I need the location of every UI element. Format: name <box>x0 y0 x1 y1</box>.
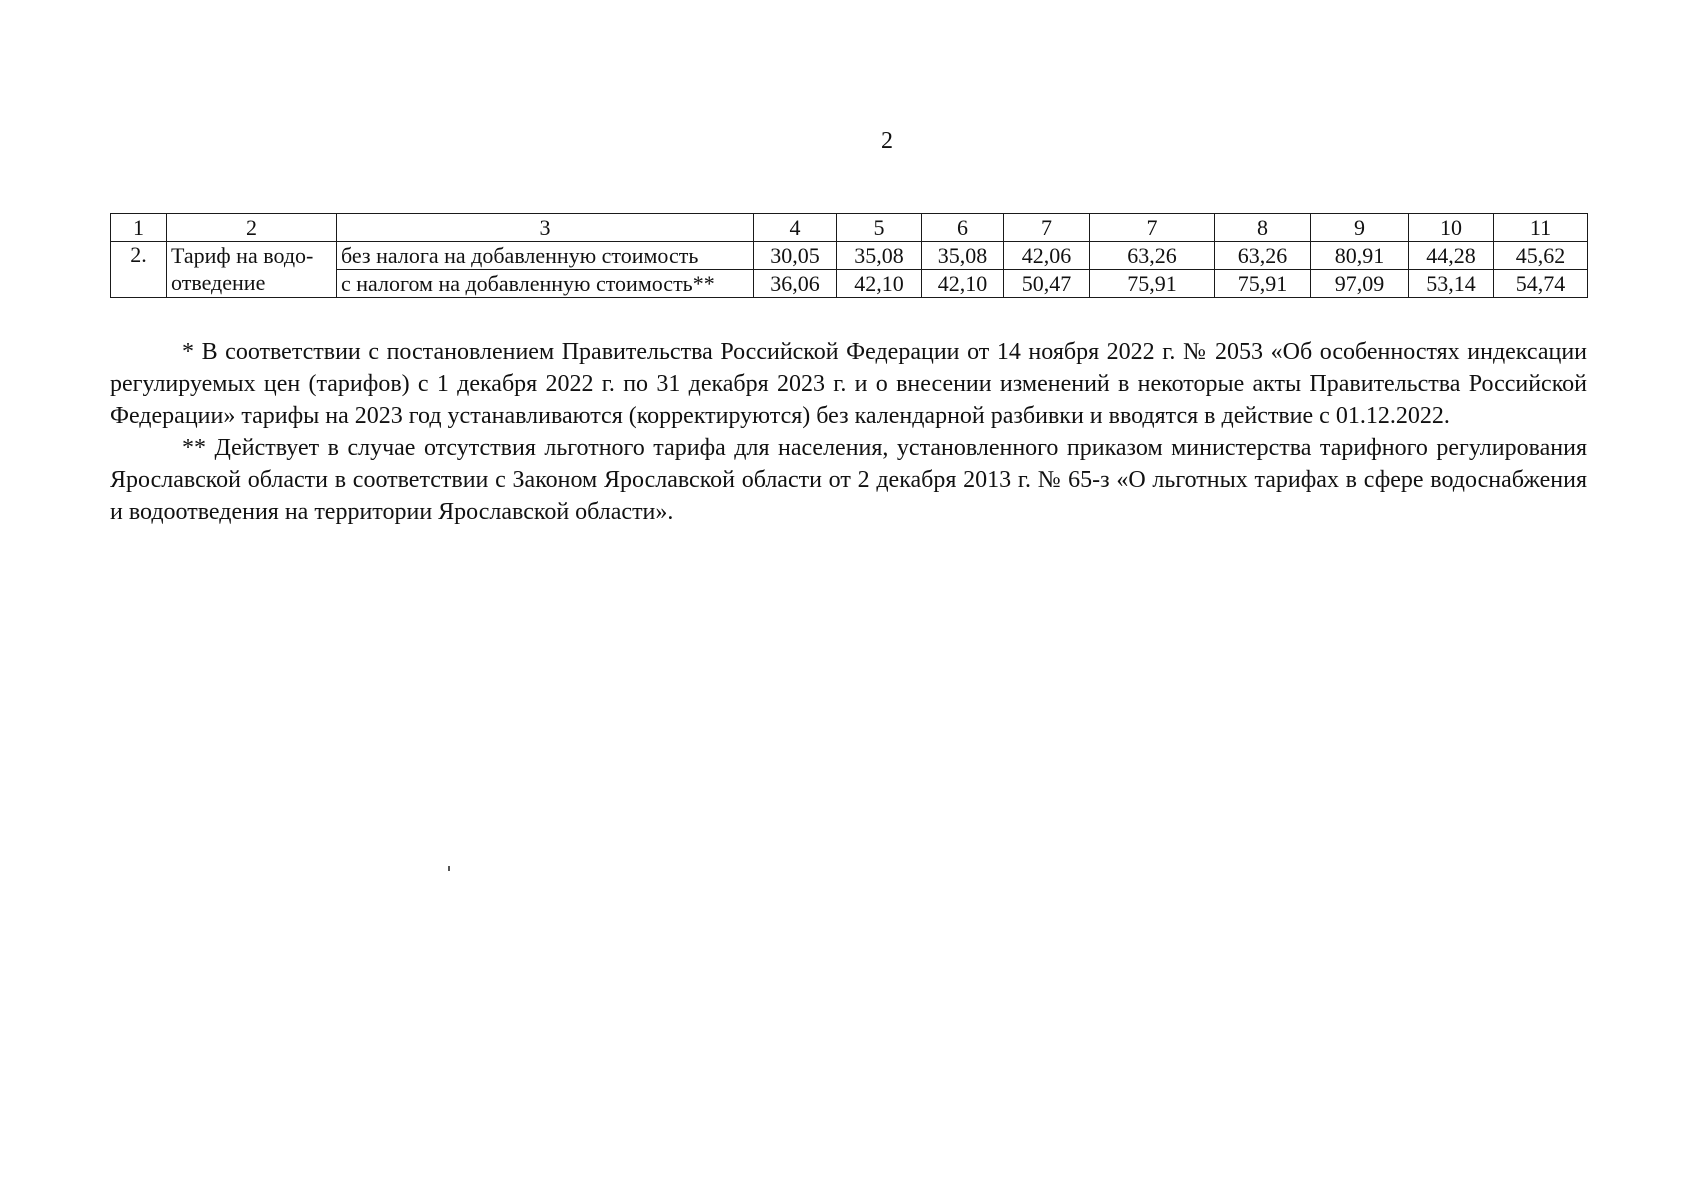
header-cell: 2 <box>167 214 337 242</box>
header-cell: 4 <box>754 214 837 242</box>
tariff-type-cell: с налогом на добавленную стоимость** <box>337 270 754 298</box>
value-cell: 63,26 <box>1215 242 1311 270</box>
tariff-label-line1: Тариф на водо- <box>167 242 337 270</box>
header-cell: 9 <box>1311 214 1409 242</box>
header-cell: 1 <box>111 214 167 242</box>
value-cell: 45,62 <box>1494 242 1588 270</box>
header-cell: 6 <box>922 214 1004 242</box>
value-cell: 42,10 <box>837 270 922 298</box>
header-cell: 8 <box>1215 214 1311 242</box>
value-cell: 50,47 <box>1004 270 1090 298</box>
row-number-cell: 2. <box>111 242 167 270</box>
header-cell: 11 <box>1494 214 1588 242</box>
footnotes <box>110 336 1587 528</box>
header-cell: 7 <box>1004 214 1090 242</box>
row-number-cell-empty <box>111 270 167 298</box>
value-cell: 42,06 <box>1004 242 1090 270</box>
header-cell: 10 <box>1409 214 1494 242</box>
value-cell: 54,74 <box>1494 270 1588 298</box>
scan-speck <box>448 866 450 871</box>
tariff-label-line2: отведение <box>167 270 337 298</box>
value-cell: 42,10 <box>922 270 1004 298</box>
value-cell: 80,91 <box>1311 242 1409 270</box>
value-cell: 35,08 <box>837 242 922 270</box>
footnote-single-star: * В соответствии с постановлением Правительства Российской Федерации от 14 ноября 2022 г. № 2053 «Об особенностях индексации регулируемых цен (тарифов) с 1 декабря 2022 г. по 31 декабря 2023 г. и о внесении изменений в некоторые акты Правительства Российской Федерации» тарифы на 2023 год устанавливаются (корректируются) без календарной разбивки и вводятся в действие с 01.12.2022. <box>110 339 1587 429</box>
page-number: 2 <box>881 128 893 154</box>
value-cell: 36,06 <box>754 270 837 298</box>
value-cell: 35,08 <box>922 242 1004 270</box>
header-cell: 5 <box>837 214 922 242</box>
value-cell: 30,05 <box>754 242 837 270</box>
table-row <box>111 242 1588 270</box>
table-header-row <box>111 214 1588 242</box>
header-cell: 3 <box>337 214 754 242</box>
footnote-double-star: ** Действует в случае отсутствия льготного тарифа для населения, установленного приказом министерства тарифного регулирования Ярославской области в соответствии с Законом Ярославской области от 2 декабря 2013 г. № 65-з «О льготных тарифах в сфере водоснабжения и водоотведения на территории Ярославской области». <box>110 435 1587 525</box>
value-cell: 63,26 <box>1090 242 1215 270</box>
header-cell: 7 <box>1090 214 1215 242</box>
tariff-table <box>110 213 1588 298</box>
table-row <box>111 270 1588 298</box>
tariff-type-cell: без налога на добавленную стоимость <box>337 242 754 270</box>
value-cell: 44,28 <box>1409 242 1494 270</box>
value-cell: 75,91 <box>1215 270 1311 298</box>
value-cell: 97,09 <box>1311 270 1409 298</box>
value-cell: 75,91 <box>1090 270 1215 298</box>
value-cell: 53,14 <box>1409 270 1494 298</box>
